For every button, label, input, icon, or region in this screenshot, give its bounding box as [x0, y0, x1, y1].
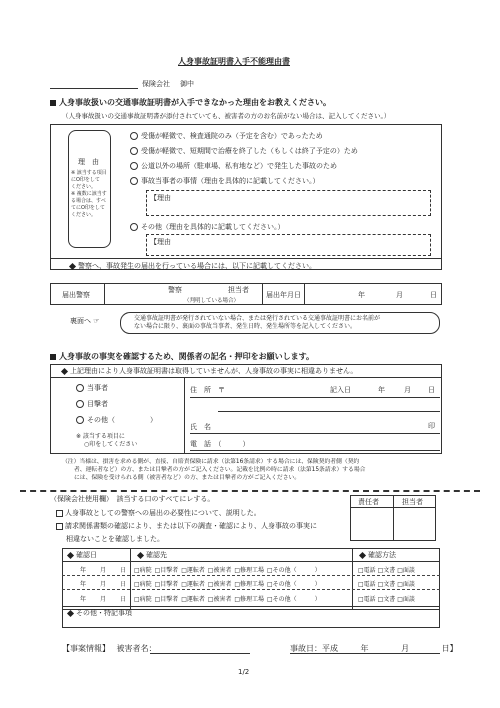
- diamond-bullet-icon: [61, 367, 68, 374]
- divider: [62, 561, 440, 562]
- reason-option-4[interactable]: 事故当事者の事情（理由を具体的に記載してください。）: [130, 177, 320, 186]
- table-row: 年 月 日: [80, 596, 127, 603]
- method-options[interactable]: □電話 □文書 □面談: [358, 596, 415, 603]
- staff-label: 担当者: [402, 498, 423, 506]
- divider: [304, 283, 305, 305]
- name-label: 氏 名: [190, 423, 211, 431]
- page-number: 1/2: [238, 668, 250, 676]
- divider: [393, 495, 394, 541]
- method-options[interactable]: □電話 □文書 □面談: [358, 567, 415, 574]
- radio-circle-icon: [130, 223, 138, 231]
- radio-circle-icon: [76, 400, 84, 408]
- year-label: 年: [378, 386, 385, 394]
- other-notes-label: その他・特記事項: [68, 609, 132, 618]
- check-item-2-cont: 相違ないことを確認しました。: [66, 535, 164, 543]
- method-options[interactable]: □電話 □文書 □面談: [358, 581, 415, 588]
- section2-subheading: 上記理由により人身事故証明書は取得していませんが、人身事故の事実に相違ありません。: [62, 367, 357, 376]
- divider: [352, 548, 353, 610]
- day-label: 日: [430, 291, 437, 299]
- reason-option-other[interactable]: その他（理由を具体的に記載してください。）: [130, 223, 285, 232]
- role-other[interactable]: その他（ ）: [76, 416, 157, 425]
- divider: [104, 283, 105, 305]
- diamond-bullet-icon: [67, 609, 74, 616]
- address-line-2[interactable]: [218, 411, 440, 412]
- section1-heading: 人身事故扱いの交通事故証明書が入手できなかった理由をお教えください。: [50, 98, 331, 108]
- back-label: 裏面へ ☞: [70, 317, 100, 325]
- accident-date-line[interactable]: [290, 653, 440, 654]
- reason-instructions: ※ 該当する項目 にO印をして ください。 ※ 複数に該当す る場合は、すべ てにO印をして ください。: [71, 170, 107, 218]
- diamond-bullet-icon: [67, 551, 74, 558]
- officer-note: （判明している場合）: [184, 298, 240, 304]
- reason-text-box-2[interactable]: [146, 234, 431, 256]
- seal-mark: 印: [428, 422, 435, 430]
- month-label: 月: [396, 291, 403, 299]
- diamond-bullet-icon: [137, 551, 144, 558]
- month-label: 月: [404, 386, 411, 394]
- divider: [184, 378, 185, 454]
- diamond-bullet-icon: [359, 551, 366, 558]
- section1-note: （人身事故扱いの交通事故証明書が添付されていても、被害者の方のお名前がない場合は、記入してください。）: [62, 112, 391, 120]
- divider: [50, 258, 442, 259]
- divider: [262, 283, 263, 305]
- reason-label: 理 由: [78, 158, 99, 166]
- diamond-bullet-icon: [69, 262, 76, 269]
- reason-option-1[interactable]: 受傷が軽微で、検査通院のみ（予定を含む）であったため: [130, 132, 323, 141]
- victim-name-line[interactable]: [150, 653, 250, 654]
- col-confirm-to: 確認先: [138, 551, 167, 560]
- radio-circle-icon: [130, 132, 138, 140]
- year-label: 年: [358, 291, 365, 299]
- square-bullet-icon: [50, 100, 56, 106]
- check-item-1[interactable]: 人身事故としての警察への届出の必要性について、説明した。: [56, 509, 261, 518]
- police-heading: 警察へ、事故発生の届出を行っている場合には、以下に記載してください。: [70, 262, 316, 271]
- reason-text-box-1[interactable]: [146, 190, 431, 216]
- col-method: 確認方法: [360, 551, 396, 560]
- square-bullet-icon: [50, 354, 56, 360]
- back-note: 交通事故証明書が発行されていない場合、または発行されている交通事故証明書にお名前が ない場合に限り、裏面の事故当事者、発生日時、発生場所等を記入してください。: [134, 315, 381, 330]
- day-label: 日: [428, 386, 435, 394]
- police-unit: 警察: [168, 286, 182, 294]
- divider: [130, 548, 131, 610]
- name-line[interactable]: [190, 433, 440, 434]
- check-item-2[interactable]: 請求関係書類の確認により、または以下の調査・確認により、人身事故の事実に: [56, 522, 317, 531]
- reason-option-3[interactable]: 公道以外の場所（駐車場、私有地など）で発生した事故のため: [130, 162, 337, 171]
- company-name-line[interactable]: [50, 88, 138, 89]
- address-line[interactable]: [190, 397, 440, 398]
- section3-header: （保険会社使用欄） 該当する口のすべてにレする。: [50, 495, 215, 503]
- report-date-label: 届出年月日: [266, 291, 301, 299]
- cut-line: [20, 490, 480, 492]
- role-party[interactable]: 当事者: [76, 384, 108, 393]
- phone-label: 電 話 （ ）: [190, 440, 250, 448]
- insurer-label: 保険会社: [142, 80, 170, 88]
- checkbox-icon[interactable]: [56, 510, 63, 517]
- police-label: 届出警察: [62, 291, 90, 299]
- radio-circle-icon: [130, 177, 138, 185]
- radio-circle-icon: [130, 147, 138, 155]
- checkbox-icon[interactable]: [56, 523, 63, 530]
- reason-box-2-label: 【理由: [150, 238, 171, 246]
- section2-heading: 人身事故の事実を確認するため、関係者の記名・押印をお願いします。: [50, 352, 314, 362]
- officer-label: 担当者: [228, 286, 249, 294]
- divider: [350, 507, 436, 508]
- col-confirm-date: 確認日: [68, 551, 97, 560]
- confirm-to-options[interactable]: □病院 □目撃者 □運転者 □被害者 □修理工場 □その他（ ）: [134, 596, 321, 603]
- table-row: 年 月 日: [80, 567, 127, 574]
- role-witness[interactable]: 目撃者: [76, 400, 108, 409]
- divider: [62, 589, 440, 590]
- case-info: 【事案情報】 被害者名：: [62, 644, 157, 653]
- radio-circle-icon: [130, 162, 138, 170]
- divider: [50, 377, 442, 378]
- honorific: 御中: [180, 80, 194, 88]
- phone-line[interactable]: [190, 450, 440, 451]
- confirm-to-options[interactable]: □病院 □目撃者 □運転者 □被害者 □修理工場 □その他（ ）: [134, 567, 321, 574]
- table-row: 年 月 日: [80, 581, 127, 588]
- address-label: 住 所 〒: [190, 386, 225, 394]
- role-note: ※ 該当する項目に ○印をしてください: [76, 433, 138, 448]
- responsible-label: 責任者: [358, 498, 379, 506]
- reason-option-2[interactable]: 受傷が軽微で、短期間で治療を終了した（もしくは終了予定の）ため: [130, 147, 358, 156]
- section2-notes: （注）当様は、損害を求める側が、直接、自賠責保険に請求（法第16条請求）する場合には、保険契約者側（契約 者、運転者など）の方、または目撃者の方がご記入ください。記載を比例の時に請求（法第15条請求）する場合 には、保険を受けられる側（被害者など）の方、または目撃者の方がご記入ください。: [62, 459, 366, 481]
- page-title: 人身事故証明書入手不能理由書: [178, 57, 290, 66]
- radio-circle-icon: [76, 416, 84, 424]
- entry-date-label: 記入日: [330, 386, 351, 394]
- accident-date: 事故日：平成 年 月 日】: [290, 644, 458, 653]
- reason-box-1-label: 【理由: [150, 194, 171, 202]
- confirm-to-options[interactable]: □病院 □目撃者 □運転者 □被害者 □修理工場 □その他（ ）: [134, 581, 321, 588]
- pointing-hand-icon: ☞: [93, 317, 100, 325]
- radio-circle-icon: [76, 384, 84, 392]
- divider: [62, 575, 440, 576]
